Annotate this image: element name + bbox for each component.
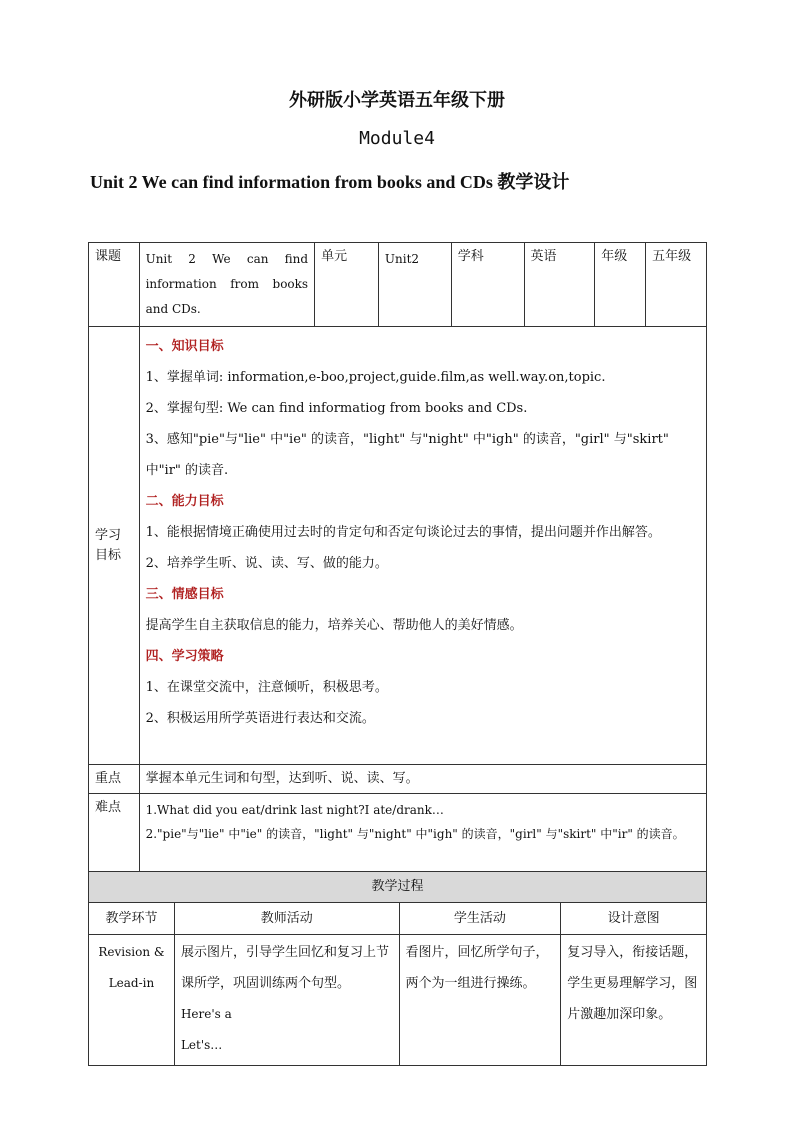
column-student: 学生活动	[399, 903, 561, 935]
objectives-row	[89, 327, 707, 765]
ability-item-1: 1、能根据情境正确使用过去时的肯定句和否定句谈论过去的事情，提出问题并作出解答。	[145, 525, 661, 540]
stage-cell: Revision & Lead-in	[89, 935, 175, 1066]
document-title: 外研版小学英语五年级下册	[289, 90, 505, 111]
objectives-label: 学习目标	[89, 327, 140, 765]
teacher-example-1: Here's a	[180, 1007, 232, 1021]
process-heading: 教学过程	[89, 872, 707, 903]
knowledge-item-2: 2、掌握句型: We can find informatiog from books and CDs.	[145, 401, 528, 416]
ability-heading: 二、能力目标	[145, 494, 224, 509]
emotion-heading: 三、情感目标	[145, 587, 224, 602]
grade-value: 五年级	[646, 243, 707, 327]
objectives-content	[139, 327, 706, 765]
process-row	[89, 935, 707, 1066]
knowledge-item-3: 3、感知"pie"与"lie" 中"ie" 的读音，"light" 与"night" 中"igh" 的读音，"girl" 与"skirt" 中"ir" 的读音.	[145, 432, 669, 478]
module-title: Module4	[359, 128, 435, 149]
difficulty-item-2: 2."pie"与"lie" 中"ie" 的读音，"light" 与"night" 中"igh" 的读音，"girl" 与"skirt" 中"ir" 的读音。	[145, 827, 685, 841]
teacher-example-2: Let's…	[180, 1038, 223, 1052]
process-header-row	[89, 903, 707, 935]
knowledge-heading: 一、知识目标	[145, 339, 224, 354]
teaching-process-table	[88, 871, 707, 1066]
key-points-value: 掌握本单元生词和句型，达到听、说、读、写。	[139, 765, 706, 794]
unit-value: Unit2	[378, 243, 451, 327]
strategy-item-1: 1、在课堂交流中，注意倾听，积极思考。	[145, 680, 388, 695]
lesson-info-table	[88, 242, 707, 880]
info-row	[89, 243, 707, 327]
ability-item-2: 2、培养学生听、说、读、写、做的能力。	[145, 556, 388, 571]
key-points-label: 重点	[89, 765, 140, 794]
strategy-heading: 四、学习策略	[145, 649, 224, 664]
key-points-row	[89, 765, 707, 794]
design-purpose-cell: 复习导入，衔接话题，学生更易理解学习，图片激趣加深印象。	[561, 935, 707, 1066]
difficulties-content	[139, 794, 706, 880]
subject-value: 英语	[524, 243, 595, 327]
knowledge-item-1: 1、掌握单词: information,e-boo,project,guide.film,as well.way.on,topic.	[145, 370, 606, 385]
emotion-item-1: 提高学生自主获取信息的能力，培养关心、帮助他人的美好情感。	[145, 618, 523, 633]
unit-label: 单元	[315, 243, 379, 327]
teacher-activity-cell	[174, 935, 399, 1066]
teacher-activity-text: 展示图片，引导学生回忆和复习上节课所学，巩固训练两个句型。	[180, 945, 389, 991]
column-purpose: 设计意图	[561, 903, 707, 935]
difficulties-label: 难点	[89, 794, 140, 880]
difficulty-item-1: 1.What did you eat/drink last night?I ate/drank…	[145, 803, 444, 817]
subject-label: 学科	[451, 243, 524, 327]
strategy-item-2: 2、积极运用所学英语进行表达和交流。	[145, 711, 375, 726]
grade-label: 年级	[595, 243, 646, 327]
student-activity-cell: 看图片，回忆所学句子，两个为一组进行操练。	[399, 935, 561, 1066]
unit-title: Unit 2 We can find information from books and CDs 教学设计	[90, 172, 570, 192]
column-teacher: 教师活动	[174, 903, 399, 935]
difficulties-row	[89, 794, 707, 880]
topic-value: Unit 2 We can find information from books and CDs.	[139, 243, 315, 327]
column-stage: 教学环节	[89, 903, 175, 935]
topic-label: 课题	[89, 243, 140, 327]
